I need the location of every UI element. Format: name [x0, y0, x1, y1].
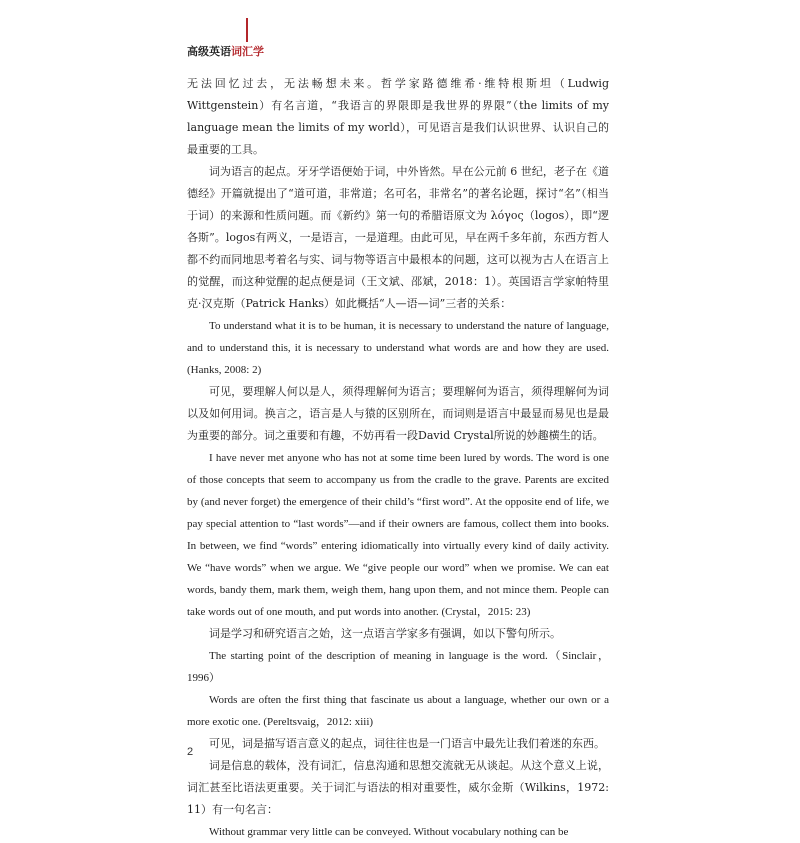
page-number: 2: [187, 746, 194, 758]
running-head-main: 高级英语: [187, 45, 231, 58]
body-text: [187, 73, 609, 843]
running-head-accent: 词汇学: [231, 45, 264, 58]
quote-crystal: I have never met anyone who has not at some time been lured by words. The word is one of those concepts that seem to accompany us from the cradle to the grave. Parents are excited by (and never forget) the emergence of their child’s “first word”. At the opposite end of life, we pay special attention to “last words”—and if their owners are famous, collect them into books. In between, we find “words” entering idiomatically into virtually every kind of daily activity. We “have words” when we argue. We “give people our word” when we promise. We can eat words, bandy them, mark them, weigh them, hang upon them, and not mince them. People can take words out of one mouth, and put words into another. (Crystal，2015: 23): [187, 452, 609, 618]
paragraph-4: 词是学习和研究语言之始，这一点语言学家多有强调，如以下警句所示。: [209, 627, 561, 640]
paragraph-1: 无法回忆过去，无法畅想未来。哲学家路德维希·维特根斯坦（Ludwig Wittgenstein）有名言道，“我语言的界限即是我世界的界限”（the limits of my language mean the limits of my world），可见语言是我们认识世界、认识自己的最重要的工具。: [187, 77, 609, 156]
paragraph-3: 可见，要理解人何以是人，须得理解何为语言；要理解何为语言，须得理解何为词以及如何用词。换言之，语言是人与猿的区别所在，而词则是语言中最显而易见也是最为重要的部分。词之重要和有趣，不妨再看一段David Crystal所说的妙趣横生的话。: [187, 385, 609, 442]
quote-wilkins: Without grammar very little can be conveyed. Without vocabulary nothing can be: [209, 826, 569, 838]
running-head: [187, 29, 264, 59]
paragraph-2: 词为语言的起点。牙牙学语便始于词，中外皆然。早在公元前 6 世纪，老子在《道德经》开篇就提出了“道可道，非常道；名可名，非常名”的著名论题，探讨“名”（相当于词）的来源和性质问题。而《新约》第一句的希腊语原文为 λόγος（logos），即“逻各斯”。logos有两义，一是语言，一是道理。由此可见，早在两千多年前，东西方哲人都不约而同地思考着名与实、词与物等语言中最根本的问题，这可以视为古人在语言上的觉醒，而这种觉醒的起点便是词（王文斌、邵斌，2018：1）。英国语言学家帕特里克·汉克斯（Patrick Hanks）如此概括“人—语—词”三者的关系：: [187, 165, 609, 310]
running-head-title: [187, 43, 264, 59]
quote-hanks: To understand what it is to be human, it is necessary to understand the nature of language, and to understand this, it is necessary to understand what words are and how they are used. (Hanks, 2008: 2): [187, 320, 609, 376]
quote-pereltsvaig: Words are often the first thing that fascinate us about a language, whether our own or a more exotic one. (Pereltsvaig，2012: xiii): [187, 694, 609, 728]
quote-sinclair: The starting point of the description of meaning in language is the word.（Sinclair，1996）: [187, 650, 609, 684]
paragraph-6: 词是信息的载体，没有词汇，信息沟通和思想交流就无从谈起。从这个意义上说，词汇甚至比语法更重要。关于词汇与语法的相对重要性，威尔金斯（Wilkins，1972: 11）有一句名言：: [187, 759, 609, 816]
paragraph-5: 可见，词是描写语言意义的起点，词往往也是一门语言中最先让我们着迷的东西。: [209, 737, 605, 750]
